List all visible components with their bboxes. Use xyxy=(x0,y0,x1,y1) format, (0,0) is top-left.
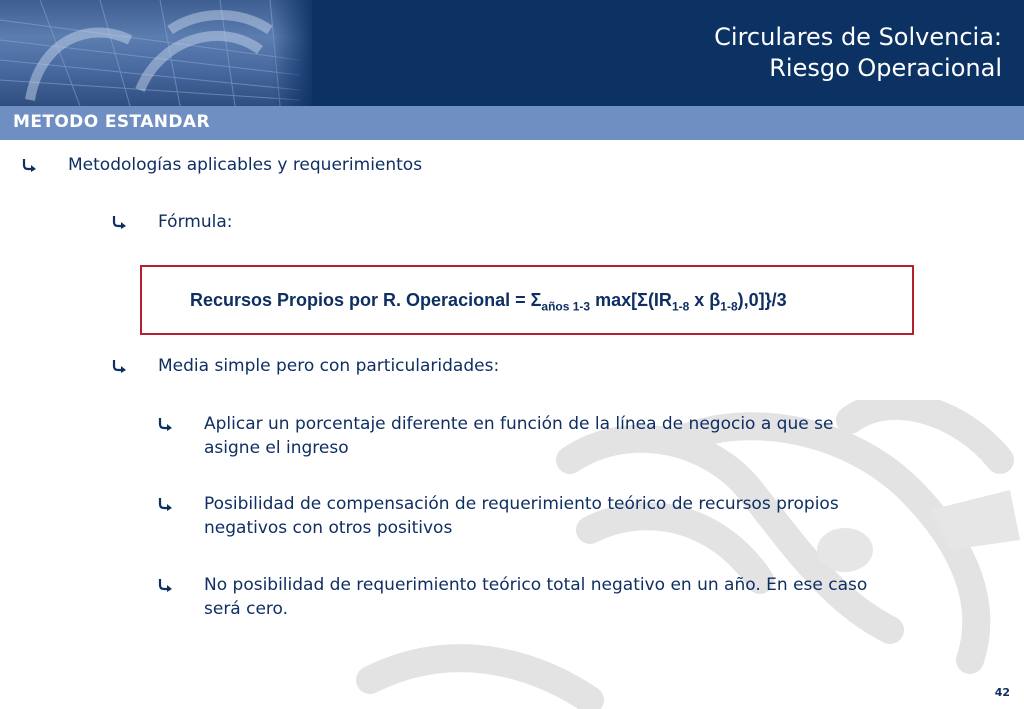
bullet-text: Fórmula: xyxy=(158,212,233,232)
title-line-2: Riesgo Operacional xyxy=(769,54,1002,82)
curved-arrow-right-icon xyxy=(112,359,128,373)
page-title xyxy=(482,22,1002,84)
building-graphic xyxy=(0,0,312,106)
bullet-text-line-2: negativos con otros positivos xyxy=(204,518,453,538)
bullet-text: Metodologías aplicables y requerimientos xyxy=(68,155,423,175)
page-number: 42 xyxy=(994,686,1010,699)
eagle-logo-watermark xyxy=(330,400,1024,709)
section-bar xyxy=(0,106,1024,140)
formula-box xyxy=(140,265,914,335)
bullet-text: Media simple pero con particularidades: xyxy=(158,356,500,376)
section-title: METODO ESTANDAR xyxy=(13,112,210,132)
bullet-text-line-2: será cero. xyxy=(204,599,289,619)
curved-arrow-right-icon xyxy=(158,417,174,431)
header-photo xyxy=(0,0,312,106)
title-line-1: Circulares de Solvencia: xyxy=(714,23,1002,51)
curved-arrow-right-icon xyxy=(22,158,38,172)
curved-arrow-right-icon xyxy=(158,497,174,511)
bullet-text-line-1: No posibilidad de requerimiento teórico total negativo en un año. En ese caso xyxy=(204,575,868,595)
curved-arrow-right-icon xyxy=(158,578,174,592)
bullet-text-line-1: Posibilidad de compensación de requerimiento teórico de recursos propios xyxy=(204,494,839,514)
bullet-text-line-1: Aplicar un porcentaje diferente en función de la línea de negocio a que se xyxy=(204,414,834,434)
bullet-text-line-2: asigne el ingreso xyxy=(204,438,349,458)
curved-arrow-right-icon xyxy=(112,215,128,229)
header-banner xyxy=(0,0,1024,106)
formula: Recursos Propios por R. Operacional = $\Sigma_{años 1-3}$ $\max[\Sigma(IR_{1-8}$ x $\beta_{1-8}),0]\}/3$ xyxy=(190,290,787,314)
